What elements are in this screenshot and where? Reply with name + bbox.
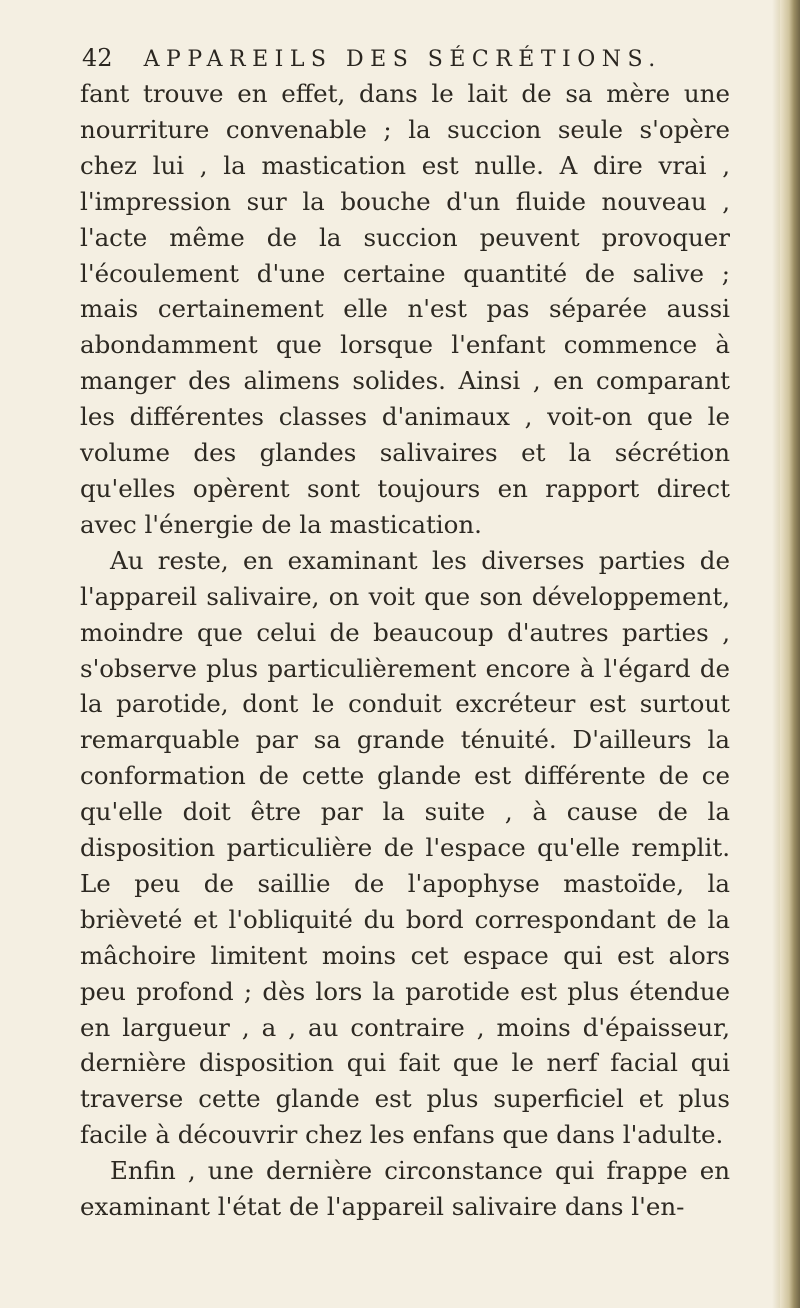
running-header [82, 38, 662, 78]
running-title: APPAREILS DES SÉCRÉTIONS. [143, 47, 662, 72]
paragraph: Au reste, en examinant les diverses parties de l'appareil salivaire, on voit que son développement, moindre que celui de beaucoup d'autres parties , s'observe plus particulièrement encore à l'égard de la parotide, dont le conduit excréteur est surtout remarquable par sa grande ténuité. D'ailleurs la conformation de cette glande est différente de ce qu'elle doit être par la suite , à cause de la disposition particulière de l'espace qu'elle remplit. Le peu de saillie de l'apophyse mastoïde, la brièveté et l'obliquité du bord correspondant de la mâchoire limitent moins cet espace qui est alors peu profond ; dès lors la parotide est plus étendue en largueur , a , au contraire , moins d'épaisseur, dernière disposition qui fait que le nerf facial qui traverse cette glande est plus superficiel et plus facile à découvrir chez les enfans que dans l'adulte. [80, 545, 730, 1150]
body-text [80, 76, 730, 1225]
page-number: 42 [82, 44, 113, 72]
paragraph: Enfin , une dernière circonstance qui frappe en examinant l'état de l'appareil salivaire dans l'en- [80, 1156, 730, 1222]
page-edge-shadow [772, 0, 780, 1308]
page-edge [780, 0, 800, 1308]
paragraph: fant trouve en effet, dans le lait de sa mère une nourriture convenable ; la succion seule s'opère chez lui , la mastication est nulle. A dire vrai , l'impression sur la bouche d'un fluide nouveau , l'acte même de la succion peuvent provoquer l'écoulement d'une certaine quantité de salive ; mais certainement elle n'est pas séparée aussi abondamment que lorsque l'enfant commence à manger des alimens solides. Ainsi , en comparant les différentes classes d'animaux , voit-on que le volume des glandes salivaires et la sécrétion qu'elles opèrent sont toujours en rapport direct avec l'énergie de la mastication. [80, 79, 730, 539]
